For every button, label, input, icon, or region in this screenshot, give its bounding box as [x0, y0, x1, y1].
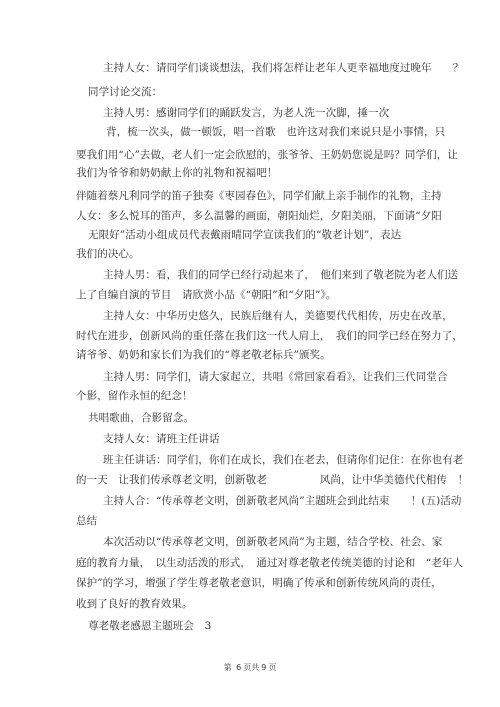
- text-line: 要我们用“心”去做，老人们一定会欣慰的，张爷爷、王奶奶您说是吗？同学们，让: [76, 149, 458, 161]
- text-line: 无限好”活动小组成员代表戴雨晴同学宣读我们的“敬老计划”，表达: [88, 229, 402, 241]
- text-line: 尊老敬老感恩主题班会 3: [88, 620, 212, 632]
- text-line: 保护”的学习，增强了学生尊老敬老意识，明确了传承和创新传统风尚的责任，: [76, 577, 442, 589]
- text-line: 人女：多么悦耳的笛声，多么温馨的画面，朝阳灿烂，夕阳美丽，下面请“夕阳: [76, 210, 442, 222]
- text-line: 总结: [76, 515, 98, 527]
- text-line: 主持人合：“传承尊老文明，创新敬老风尚”主题班会到此结束 ！(五)活动: [103, 495, 462, 507]
- text-line: 主持人男：同学们，请大家起立，共唱《常回家看看》，让我们三代同堂合: [103, 371, 448, 383]
- text-line: 主持人男：看，我们的同学已经行动起来了， 他们来到了敬老院为老人们送: [103, 269, 459, 281]
- text-line: 共唱歌曲，合影留念。: [88, 412, 194, 424]
- text-line: 我们为爷爷和奶奶献上你的礼物和祝福吧！: [76, 167, 278, 179]
- text-line: 伴随着蔡凡利同学的笛子独奏《枣园春色》，同学们献上亲手制作的礼物，主持: [76, 190, 442, 202]
- text-line: 主持人女：请同学们谈谈想法，我们将怎样让老年人更幸福地度过晚年 ？: [103, 62, 464, 74]
- text-line: 我们的决心。: [76, 248, 140, 260]
- text-line: 时代在进步，创新风尚的重任落在我们这一代人肩上， 我们的同学已经在努力了，: [76, 330, 463, 342]
- text-line: 支持人女：请班主任讲话: [103, 433, 220, 445]
- text-line: 的一天 让我们传承尊老文明，创新敬老 风尚，让中华美德代代相传 ！: [76, 474, 469, 486]
- page-footer: [0, 662, 500, 673]
- text-line: 班主任讲话：同学们，你们在成长，我们在老去，但请你们记住：在你也有老: [103, 454, 464, 466]
- footer-prefix: 第: [223, 663, 232, 672]
- text-line: 主持人女：中华历史悠久，民族后继有人，美德要代代相传，历史在改革，: [103, 310, 453, 322]
- text-line: 背，梳一次头，做一顿饭，唱一首歌 也许这对我们来说只是小事情，只: [106, 126, 446, 138]
- text-line: 同学讨论交流：: [88, 86, 163, 98]
- footer-total-pages: 9: [261, 663, 267, 672]
- text-line: 主持人男：感谢同学们的踊跃发言，为老人洗一次脚，捶一次: [103, 107, 390, 119]
- text-line: 请爷爷、奶奶和家长们为我们的“尊老敬老标兵”颁奖。: [76, 349, 331, 361]
- text-line: 个影，留作永恒的纪念！: [76, 390, 193, 402]
- footer-mid: 页共: [243, 663, 260, 672]
- text-line: 庭的教育力量， 以生动活泼的形式， 通过对尊老敬老传统美德的讨论和 “老年人: [76, 557, 464, 569]
- footer-suffix: 页: [268, 663, 277, 672]
- text-line: 收到了良好的教育效果。: [76, 598, 193, 610]
- footer-page-number: 6: [236, 663, 242, 672]
- text-line: 上了自编自演的节目 请欣赏小品《“朝阳”和“夕阳”》。: [76, 289, 337, 301]
- text-line: 本次活动以“传承尊老文明，创新敬老风尚”为主题，结合学校、社会、家: [103, 536, 443, 548]
